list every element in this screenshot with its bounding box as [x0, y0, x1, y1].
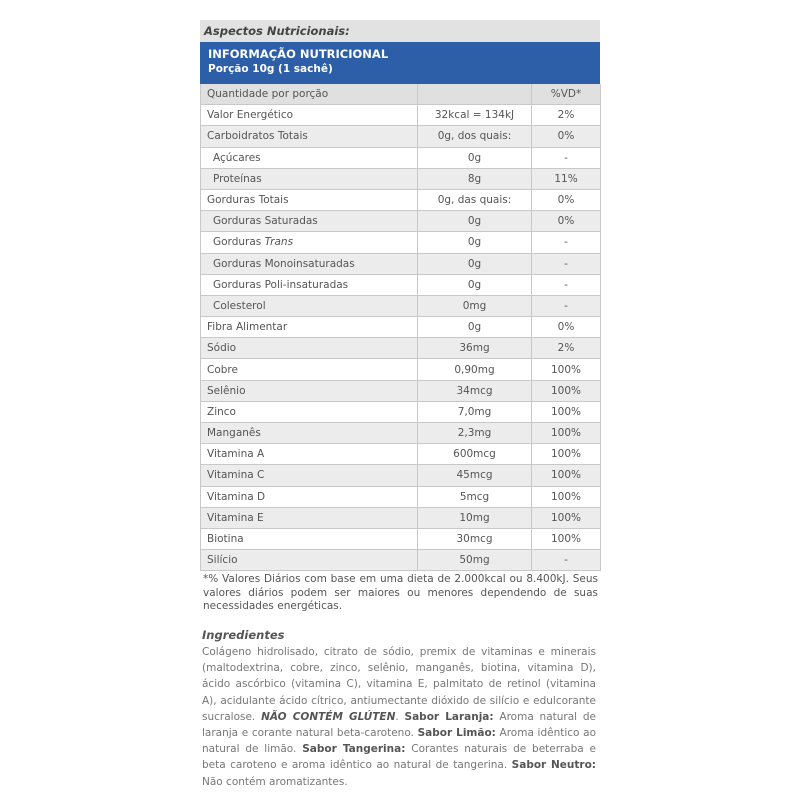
nutrient-dv: 100% — [532, 465, 601, 486]
table-row — [201, 317, 601, 338]
nutrient-dv: 0% — [532, 126, 601, 147]
table-row — [201, 444, 601, 465]
column-header-dv: %VD* — [532, 84, 601, 105]
nutrient-dv: 2% — [532, 105, 601, 126]
nutrient-amount: 0g — [418, 253, 532, 274]
nutrient-dv: 100% — [532, 528, 601, 549]
flavor-neutral-text: Não contém aromatizantes. — [202, 775, 348, 788]
ingredients-list: Colágeno hidrolisado, citrato de sódio, premix de vitaminas e minerais (maltodextrina, cobre, zinco, selênio, manganês, biotina, vitamina D), ácido ascórbico (vitamina C), vitamina E, palmitato de retinol (vitamina A), acidulante ácido cítrico, antiumectante dióxido de silício e edulcorante sucralose. — [202, 646, 596, 723]
table-row — [201, 168, 601, 189]
nutrient-name: Manganês — [201, 423, 418, 444]
gluten-warning: NÃO CONTÉM GLÚTEN — [261, 710, 396, 723]
flavor-orange-label: Sabor Laranja: — [404, 710, 494, 723]
table-row — [201, 486, 601, 507]
nutrient-name: Colesterol — [201, 295, 418, 316]
column-header-name: Quantidade por porção — [201, 84, 418, 105]
nutrition-title: INFORMAÇÃO NUTRICIONAL — [208, 47, 389, 61]
nutrient-amount: 0mg — [418, 295, 532, 316]
table-row — [201, 380, 601, 401]
table-row — [201, 211, 601, 232]
nutrient-dv: 11% — [532, 168, 601, 189]
nutrient-amount: 8g — [418, 168, 532, 189]
nutrient-amount: 0g — [418, 274, 532, 295]
nutrient-name: Valor Energético — [201, 105, 418, 126]
table-row — [201, 295, 601, 316]
table-row — [201, 359, 601, 380]
nutrient-dv: 100% — [532, 380, 601, 401]
nutrient-dv: - — [532, 274, 601, 295]
nutrient-name: Vitamina E — [201, 507, 418, 528]
nutrient-dv: 0% — [532, 189, 601, 210]
table-row — [201, 105, 601, 126]
nutrient-dv: - — [532, 550, 601, 571]
nutrient-amount: 0g, dos quais: — [418, 126, 532, 147]
nutrient-amount: 0g — [418, 147, 532, 168]
nutrient-name: Biotina — [201, 528, 418, 549]
nutrient-name: Selênio — [201, 380, 418, 401]
nutrient-name: Cobre — [201, 359, 418, 380]
flavor-tangerine-label: Sabor Tangerina: — [302, 743, 406, 756]
nutrient-name: Zinco — [201, 401, 418, 422]
nutrient-amount: 0g, das quais: — [418, 189, 532, 210]
flavor-lemon-label: Sabor Limão: — [417, 727, 496, 740]
nutrient-name: Proteínas — [201, 168, 418, 189]
table-row — [201, 401, 601, 422]
table-row — [201, 253, 601, 274]
footnote: *% Valores Diários com base em uma dieta de 2.000kcal ou 8.400kJ. Seus valores diários podem ser maiores ou menores dependendo de suas necessidades energéticas. — [203, 573, 598, 613]
nutrient-amount: 0,90mg — [418, 359, 532, 380]
nutrient-dv: 100% — [532, 423, 601, 444]
nutrient-dv: 2% — [532, 338, 601, 359]
nutrient-dv: 100% — [532, 401, 601, 422]
nutrient-name: Vitamina C — [201, 465, 418, 486]
nutrient-dv: - — [532, 147, 601, 168]
table-row — [201, 147, 601, 168]
nutrient-dv: 100% — [532, 359, 601, 380]
flavor-lemon-text: Aroma idêntico ao natural de limão. — [202, 727, 596, 756]
flavor-tangerine-text: Corantes naturais de beterraba e beta caroteno e aroma idêntico ao natural de tangerina. — [202, 743, 596, 772]
nutrient-dv: 100% — [532, 507, 601, 528]
nutrient-dv: - — [532, 253, 601, 274]
ingredients-title: Ingredientes — [202, 628, 285, 642]
nutrient-name: Fibra Alimentar — [201, 317, 418, 338]
table-row — [201, 126, 601, 147]
nutrient-amount: 5mcg — [418, 486, 532, 507]
nutrient-name: Gorduras Totais — [201, 189, 418, 210]
nutrient-amount: 600mcg — [418, 444, 532, 465]
nutrient-amount: 32kcal = 134kJ — [418, 105, 532, 126]
nutrient-amount: 0g — [418, 317, 532, 338]
nutrient-amount: 34mcg — [418, 380, 532, 401]
nutrient-dv: 0% — [532, 211, 601, 232]
table-row — [201, 338, 601, 359]
flavor-neutral-label: Sabor Neutro: — [511, 759, 596, 772]
table-row — [201, 465, 601, 486]
nutrient-name: Gorduras Monoinsaturadas — [201, 253, 418, 274]
separator: . — [395, 710, 399, 723]
nutrient-dv: 0% — [532, 317, 601, 338]
nutrition-header — [200, 42, 600, 84]
nutrition-panel — [200, 20, 600, 614]
nutrient-name: Gorduras Poli-insaturadas — [201, 274, 418, 295]
table-row — [201, 274, 601, 295]
nutrition-table — [200, 84, 601, 571]
nutrient-dv: 100% — [532, 486, 601, 507]
table-header-row — [201, 84, 601, 105]
nutrient-name: Gorduras Saturadas — [201, 211, 418, 232]
nutrient-dv: - — [532, 295, 601, 316]
nutrient-name: Vitamina D — [201, 486, 418, 507]
section-title: Aspectos Nutricionais: — [200, 20, 600, 42]
nutrient-dv: 100% — [532, 444, 601, 465]
nutrient-name: Vitamina A — [201, 444, 418, 465]
nutrient-amount: 2,3mg — [418, 423, 532, 444]
nutrient-amount: 30mcg — [418, 528, 532, 549]
nutrient-name: Carboidratos Totais — [201, 126, 418, 147]
nutrient-amount: 50mg — [418, 550, 532, 571]
nutrient-name: Silício — [201, 550, 418, 571]
nutrient-name: Gorduras Trans — [201, 232, 418, 253]
table-row — [201, 232, 601, 253]
nutrient-amount: 0g — [418, 232, 532, 253]
nutrient-amount: 0g — [418, 211, 532, 232]
ingredients-text — [202, 644, 596, 790]
nutrient-amount: 36mg — [418, 338, 532, 359]
nutrient-name: Açúcares — [201, 147, 418, 168]
table-row — [201, 423, 601, 444]
table-row — [201, 550, 601, 571]
nutrient-dv: - — [532, 232, 601, 253]
nutrient-amount: 10mg — [418, 507, 532, 528]
column-header-amount — [418, 84, 532, 105]
nutrient-name: Sódio — [201, 338, 418, 359]
nutrient-amount: 45mcg — [418, 465, 532, 486]
table-row — [201, 528, 601, 549]
nutrient-amount: 7,0mg — [418, 401, 532, 422]
serving-size: Porção 10g (1 sachê) — [208, 63, 333, 75]
table-row — [201, 507, 601, 528]
table-row — [201, 189, 601, 210]
flavor-orange-text: Aroma natural de laranja e corante natural beta-caroteno. — [202, 710, 596, 740]
